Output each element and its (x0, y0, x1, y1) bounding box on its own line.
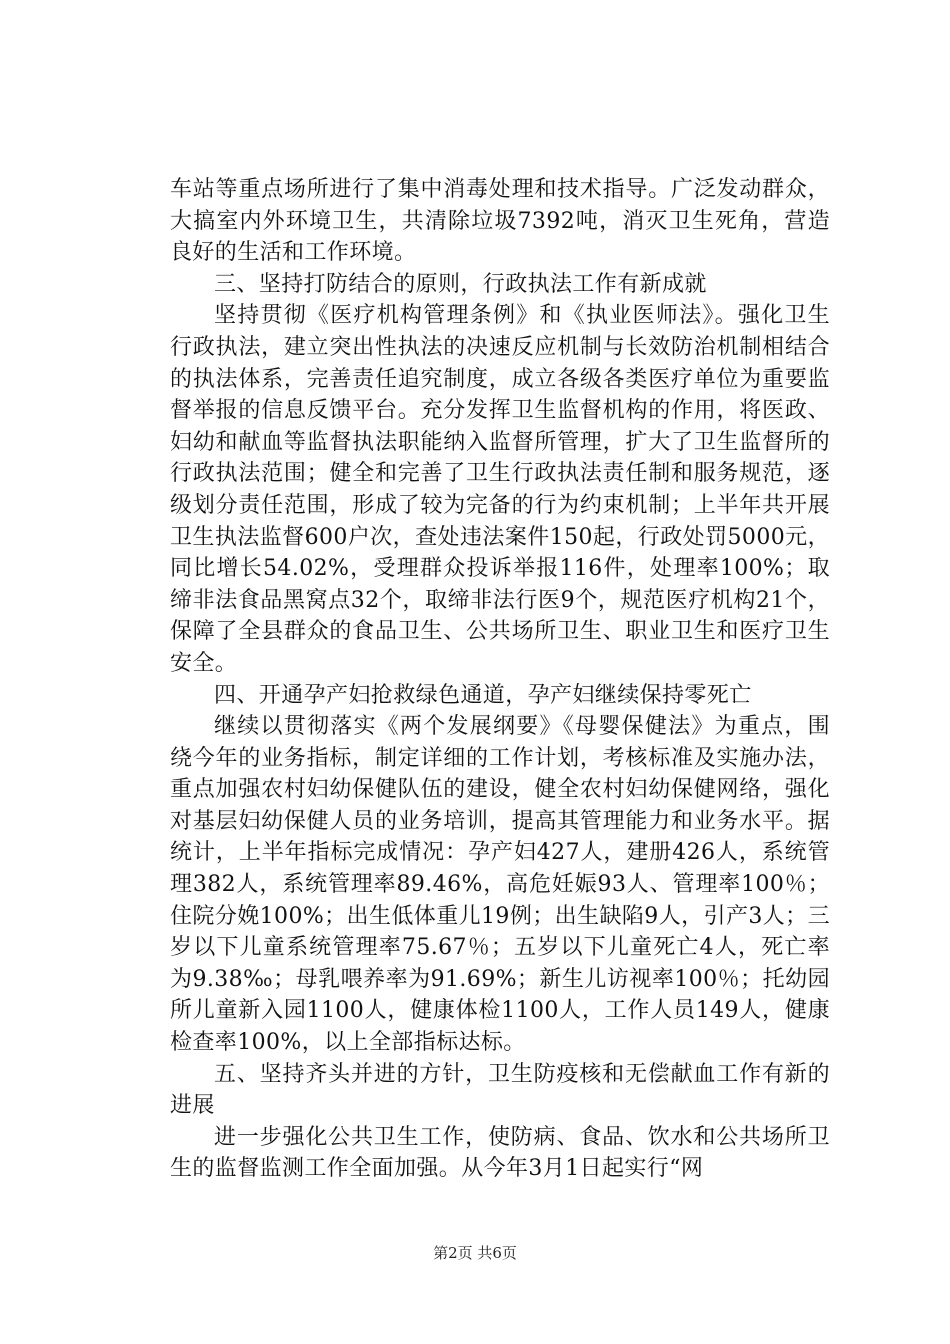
page-footer: 第2页 共6页 (433, 1244, 517, 1262)
paragraph-maternal-health: 继续以贯彻落实《两个发展纲要》《母婴保健法》为重点，围绕今年的业务指标，制定详细的工作计划，考核标准及实施办法，重点加强农村妇幼保健队伍的建设，健全农村妇幼保健网络，强化对基层妇幼保健人员的业务培训，提高其管理能力和业务水平。据统计，上半年指标完成情况：孕产妇427人，建册426人，系统管理382人，系统管理率89.46%，高危妊娠93人、管理率100％；住院分娩100%；出生低体重儿19例；出生缺陷9人，引产3人；三岁以下儿童系统管理率75.67％；五岁以下儿童死亡4人，死亡率为9.38‰；母乳喂养率为91.69%；新生儿访视率100％；托幼园所儿童新入园1100人，健康体检1100人，工作人员149人，健康检查率100%，以上全部指标达标。 (170, 714, 830, 1056)
paragraph-public-health: 进一步强化公共卫生工作，使防病、食品、饮水和公共场所卫生的监督监测工作全面加强。从今年3月1日起实行“网 (170, 1124, 830, 1182)
document-body (170, 174, 830, 1185)
heading-section-three: 三、坚持打防结合的原则，行政执法工作有新成就 (214, 271, 707, 297)
paragraph-law-enforcement: 坚持贯彻《医疗机构管理条例》和《执业医师法》。强化卫生行政执法，建立突出性执法的决速反应机制与长效防治机制相结合的执法体系，完善责任追究制度，成立各级各类医疗单位为重要监督举报的信息反馈平台。充分发挥卫生监督机构的作用，将医政、妇幼和献血等监督执法职能纳入监督所管理，扩大了卫生监督所的行政执法范围；健全和完善了卫生行政执法责任制和服务规范，逐级划分责任范围，形成了较为完备的行为约束机制；上半年共开展卫生执法监督600户次，查处违法案件150起，行政处罚5000元，同比增长54.02%，受理群众投诉举报116件，处理率100%；取缔非法食品黑窝点32个，取缔非法行医9个，规范医疗机构21个，保障了全县群众的食品卫生、公共场所卫生、职业卫生和医疗卫生安全。 (170, 303, 830, 676)
paragraph-disinfection-continued: 车站等重点场所进行了集中消毒处理和技术指导。广泛发动群众，大搞室内外环境卫生，共清除垃圾7392吨，消灭卫生死角，营造良好的生活和工作环境。 (170, 177, 830, 266)
heading-section-five: 五、坚持齐头并进的方针，卫生防疫核和无偿献血工作有新的进展 (170, 1061, 830, 1119)
heading-section-four: 四、开通孕产妇抢救绿色通道，孕产妇继续保持零死亡 (214, 682, 752, 708)
